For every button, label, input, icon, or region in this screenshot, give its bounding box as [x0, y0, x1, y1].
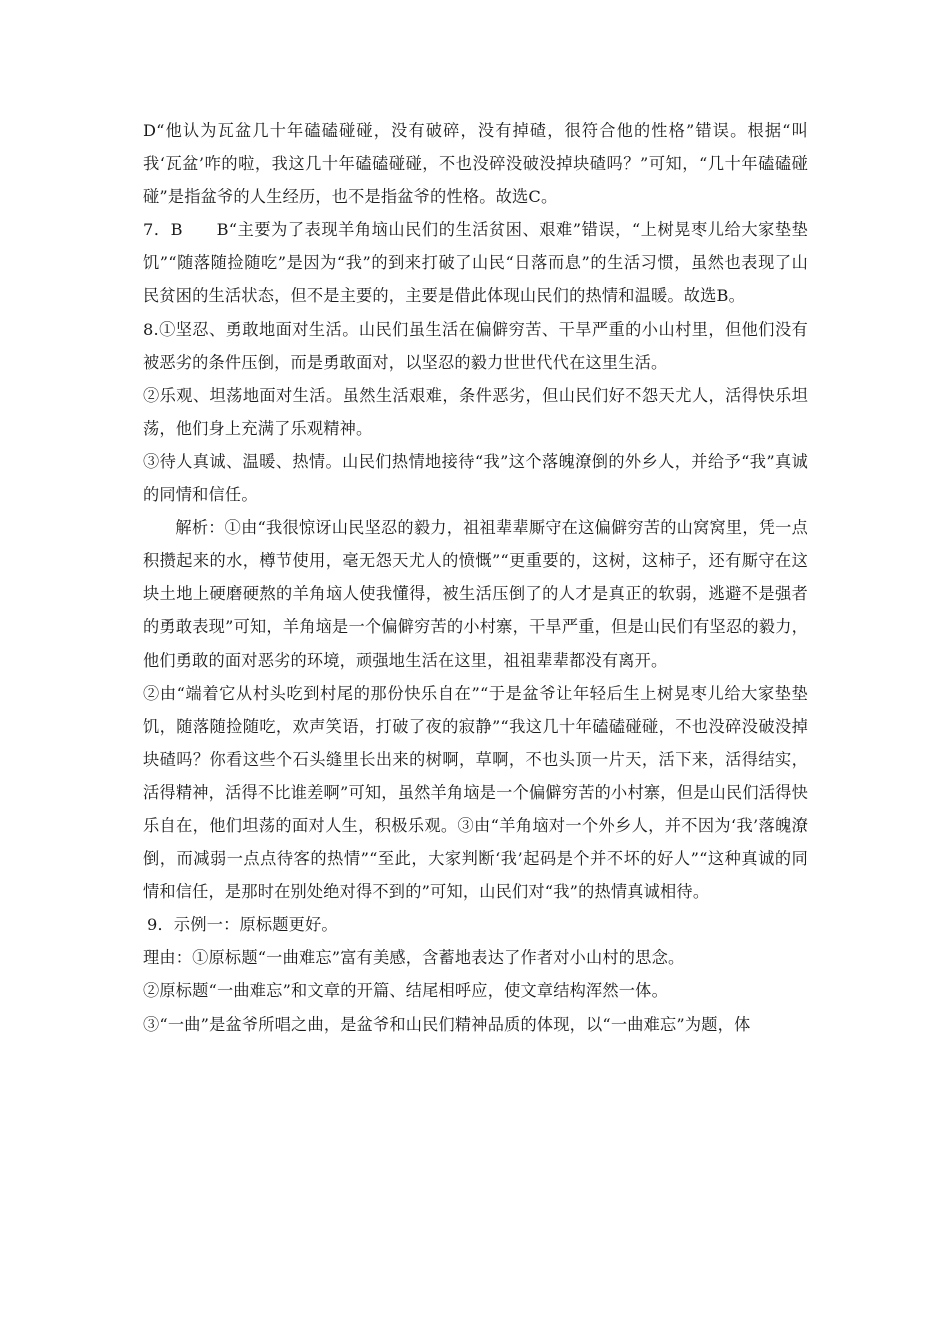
reason-paragraph-1: 理由：①原标题“一曲难忘”富有美感，含蓄地表达了作者对小山村的思念。 — [143, 948, 685, 968]
analysis-paragraph-2: ②由“端着它从村头吃到村尾的那份快乐自在”“于是盆爷让年轻后生上树晃枣儿给大家垫垫饥，随落随捡随吃，欢声笑语，打破了夜的寂静”“我这几十年磕磕碰碰，不也没碎没破没掉块碴吗？你看这些个石头缝里长出来的树啊，草啊，不也头顶一片天，活下来，活得结实，活得精神，活得不比谁差啊”可知，虽然羊角垴是一个偏僻穷苦的小村寨，但是山民们活得快乐自在，他们坦荡的面对人生，积极乐观。③由“羊角垴对一个外乡人，并不因为‘我’落魄潦倒，而减弱一点点待客的热情”“至此，大家判断‘我’起码是个并不坏的好人”“这种真诚的同情和信任，是那时在别处绝对得不到的”可知，山民们对“我”的热情真诚相待。 — [143, 683, 808, 902]
answer-paragraph-7: 7．B B“主要为了表现羊角垴山民们的生活贫困、艰难”错误，“上树晃枣儿给大家垫垫饥”“随落随捡随吃”是因为“我”的到来打破了山民“日落而息”的生活习惯，虽然也表现了山民贫困的生活状态，但不是主要的，主要是借此体现山民们的热情和温暖。故选B。 — [143, 220, 808, 306]
reason-paragraph-3: ③“一曲”是盆爷所唱之曲，是盆爷和山民们精神品质的体现，以“一曲难忘”为题，体 — [143, 1014, 751, 1034]
reason-paragraph-2: ②原标题“一曲难忘”和文章的开篇、结尾相呼应，使文章结构浑然一体。 — [143, 981, 668, 1001]
answer-paragraph-8-3: ③待人真诚、温暖、热情。山民们热情地接待“我”这个落魄潦倒的外乡人，并给予“我”真诚的同情和信任。 — [143, 451, 808, 505]
analysis-paragraph-1: 解析：①由“我很惊讶山民坚忍的毅力，祖祖辈辈厮守在这偏僻穷苦的山窝窝里，凭一点积攒起来的水，樽节使用，毫无怨天尤人的愤慨”“更重要的，这树，这柿子，还有厮守在这块土地上硬磨硬熬的羊角垴人使我懂得，被生活压倒了的人才是真正的软弱，逃避不是强者的勇敢表现”可知，羊角垴是一个偏僻穷苦的小村寨，干旱严重，但是山民们有坚忍的毅力，他们勇敢的面对恶劣的环境，顽强地生活在这里，祖祖辈辈都没有离开。 — [143, 518, 808, 670]
document-body — [143, 114, 808, 1041]
answer-paragraph-9: 9．示例一：原标题更好。 — [147, 915, 338, 935]
answer-paragraph-8-2: ②乐观、坦荡地面对生活。虽然生活艰难，条件恶劣，但山民们好不怨天尤人，活得快乐坦荡，他们身上充满了乐观精神。 — [143, 385, 808, 438]
answer-paragraph-d: D“他认为瓦盆几十年磕磕碰碰，没有破碎，没有掉碴，很符合他的性格”错误。根据“叫我‘瓦盆’咋的啦，我这几十年磕磕碰碰，不也没碎没破没掉块碴吗？”可知，“几十年磕磕碰碰”是指盆爷的人生经历，也不是指盆爷的性格。故选C。 — [143, 121, 808, 207]
answer-paragraph-8-1: 8.①坚忍、勇敢地面对生活。山民们虽生活在偏僻穷苦、干旱严重的小山村里，但他们没有被恶劣的条件压倒，而是勇敢面对，以坚忍的毅力世世代代在这里生活。 — [143, 319, 808, 372]
